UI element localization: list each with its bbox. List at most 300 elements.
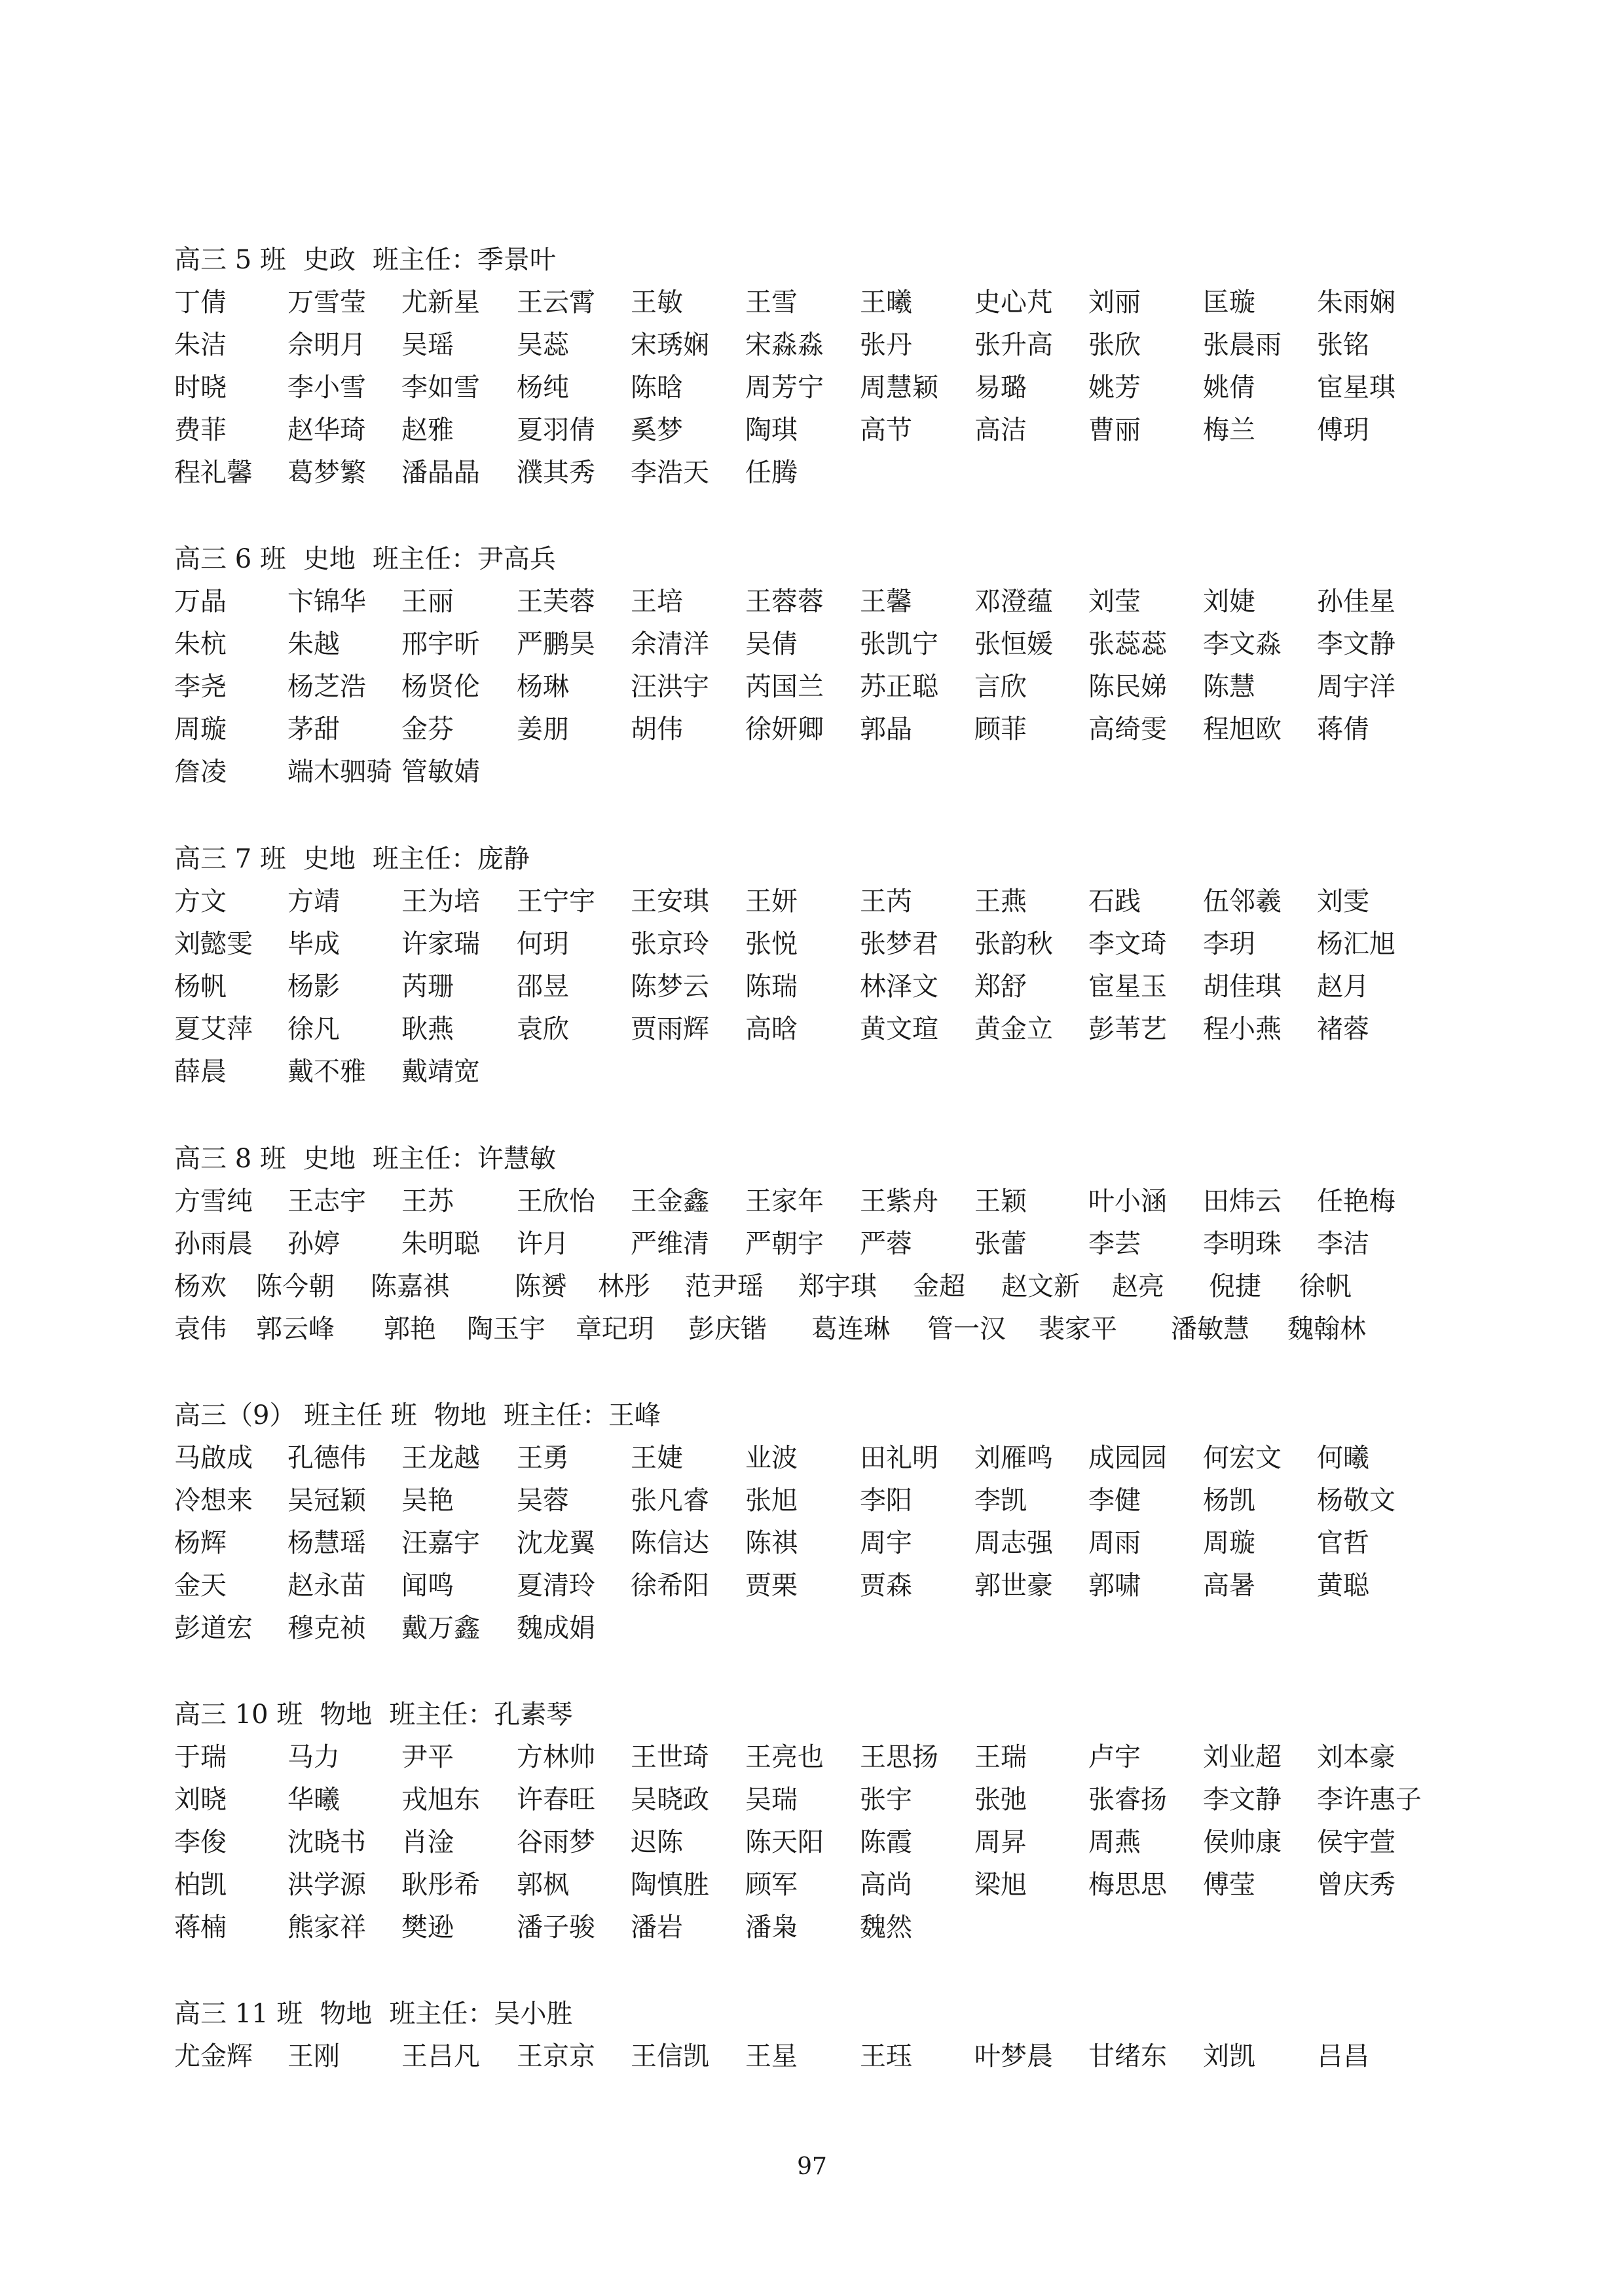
student-name: 杨慧瑶	[287, 1528, 366, 1558]
student-name: 陶玉宇	[467, 1314, 545, 1344]
student-name: 杨纯	[517, 373, 569, 403]
student-name: 成园园	[1088, 1443, 1167, 1473]
student-name: 林彤	[598, 1271, 650, 1302]
name-row	[174, 2035, 1484, 2078]
student-name: 周昇	[974, 1827, 1027, 1857]
student-name: 李文静	[1317, 629, 1395, 659]
student-name: 严朝宇	[745, 1229, 824, 1259]
class-heading	[174, 1138, 1484, 1180]
student-name: 张睿扬	[1088, 1785, 1167, 1815]
name-row	[174, 1051, 1484, 1093]
student-name: 王丽	[401, 587, 454, 617]
student-name: 李如雪	[401, 373, 480, 403]
student-name: 李俊	[174, 1827, 227, 1857]
name-row	[174, 1008, 1484, 1051]
student-name: 章玘玥	[576, 1314, 654, 1344]
student-name: 赵月	[1317, 972, 1369, 1002]
student-name: 高暑	[1203, 1571, 1255, 1601]
student-name: 王世琦	[631, 1742, 709, 1772]
student-name: 张晨雨	[1203, 330, 1282, 360]
student-name: 卢宇	[1088, 1742, 1141, 1772]
student-name: 杨琳	[517, 672, 569, 702]
class-name: 高三 6 班	[174, 544, 286, 574]
student-name: 赵华琦	[287, 415, 366, 445]
student-name: 耿彤希	[401, 1870, 480, 1900]
student-name: 宦星玉	[1088, 972, 1167, 1002]
student-name: 刘丽	[1088, 287, 1141, 318]
student-name: 高绮雯	[1088, 714, 1167, 744]
student-name: 李浩天	[631, 458, 709, 488]
student-name: 张旭	[745, 1485, 798, 1516]
student-name: 王培	[631, 587, 683, 617]
name-row	[174, 923, 1484, 966]
student-name: 傅莹	[1203, 1870, 1255, 1900]
student-name: 贾栗	[745, 1571, 798, 1601]
name-row	[174, 1736, 1484, 1779]
student-name: 端木驷骑	[287, 757, 392, 787]
student-name: 王信凯	[631, 2041, 709, 2071]
student-name: 何曦	[1317, 1443, 1369, 1473]
student-name: 曾庆秀	[1317, 1870, 1395, 1900]
student-name: 黄聪	[1317, 1571, 1369, 1601]
student-name: 李文静	[1203, 1785, 1282, 1815]
student-name: 詹凌	[174, 757, 227, 787]
name-row	[174, 1308, 1484, 1351]
student-name: 彭苇艺	[1088, 1014, 1167, 1044]
name-row	[174, 623, 1484, 666]
student-name: 匡璇	[1203, 287, 1255, 318]
student-name: 贾雨辉	[631, 1014, 709, 1044]
student-name: 魏然	[860, 1912, 912, 1942]
student-name: 史心芃	[974, 287, 1053, 318]
student-name: 李阳	[860, 1485, 912, 1516]
student-name: 周慧颖	[860, 373, 938, 403]
name-row	[174, 324, 1484, 367]
name-row	[174, 282, 1484, 324]
student-name: 张恒媛	[974, 629, 1053, 659]
student-name: 夏艾萍	[174, 1014, 253, 1044]
student-name: 高节	[860, 415, 912, 445]
student-name: 洪学源	[287, 1870, 366, 1900]
student-name: 佘明月	[287, 330, 366, 360]
student-name: 周雨	[1088, 1528, 1141, 1558]
student-name: 吕昌	[1317, 2041, 1369, 2071]
student-name: 王志宇	[287, 1186, 366, 1216]
student-name: 赵雅	[401, 415, 454, 445]
student-name: 刘雯	[1317, 886, 1369, 917]
student-name: 周志强	[974, 1528, 1053, 1558]
student-name: 彭庆锴	[688, 1314, 767, 1344]
student-name: 万晶	[174, 587, 227, 617]
student-name: 戴靖宽	[401, 1057, 480, 1087]
class-teacher: 班主任：尹高兵	[372, 544, 556, 574]
student-name: 周燕	[1088, 1827, 1141, 1857]
student-name: 高尚	[860, 1870, 912, 1900]
student-name: 郭啸	[1088, 1571, 1141, 1601]
student-name: 叶小涵	[1088, 1186, 1167, 1216]
student-name: 林泽文	[860, 972, 938, 1002]
student-name: 耿燕	[401, 1014, 454, 1044]
student-name: 潘敏慧	[1171, 1314, 1249, 1344]
student-name: 王燕	[974, 886, 1027, 917]
student-name: 王云霄	[517, 287, 595, 318]
student-name: 王苏	[401, 1186, 454, 1216]
student-name: 胡佳琪	[1203, 972, 1282, 1002]
student-name: 胡伟	[631, 714, 683, 744]
class-section	[174, 538, 1484, 793]
name-row	[174, 966, 1484, 1008]
class-name: 高三 8 班	[174, 1144, 286, 1174]
class-section	[174, 1694, 1484, 1949]
student-name: 张韵秋	[974, 929, 1053, 959]
student-name: 奚梦	[631, 415, 683, 445]
student-name: 陈信达	[631, 1528, 709, 1558]
student-name: 迟陈	[631, 1827, 683, 1857]
student-name: 郭世豪	[974, 1571, 1053, 1601]
student-name: 王龙越	[401, 1443, 480, 1473]
student-name: 甘绪东	[1088, 2041, 1167, 2071]
student-name: 方雪纯	[174, 1186, 253, 1216]
student-name: 姚芳	[1088, 373, 1141, 403]
student-name: 王宁宇	[517, 886, 595, 917]
student-name: 张悦	[745, 929, 798, 959]
student-name: 李小雪	[287, 373, 366, 403]
name-row	[174, 1266, 1484, 1308]
student-name: 穆克祯	[287, 1613, 366, 1643]
student-name: 陈祺	[745, 1528, 798, 1558]
student-name: 方文	[174, 886, 227, 917]
name-row	[174, 581, 1484, 623]
student-name: 张蕾	[974, 1229, 1027, 1259]
student-name: 程小燕	[1203, 1014, 1282, 1044]
student-name: 许家瑞	[401, 929, 480, 959]
class-teacher: 班主任：季景叶	[372, 245, 556, 275]
student-name: 刘业超	[1203, 1742, 1282, 1772]
class-name: 高三 7 班	[174, 844, 286, 874]
class-section	[174, 838, 1484, 1093]
student-name: 徐帆	[1299, 1271, 1352, 1302]
student-name: 吴冠颖	[287, 1485, 366, 1516]
student-name: 李健	[1088, 1485, 1141, 1516]
student-name: 万雪莹	[287, 287, 366, 318]
student-name: 张凯宁	[860, 629, 938, 659]
student-name: 管一汉	[927, 1314, 1006, 1344]
student-name: 李许惠子	[1317, 1785, 1422, 1815]
student-name: 赵亮	[1112, 1271, 1164, 1302]
student-name: 宋琇娴	[631, 330, 709, 360]
student-name: 蒋倩	[1317, 714, 1369, 744]
student-name: 姚倩	[1203, 373, 1255, 403]
student-name: 王紫舟	[860, 1186, 938, 1216]
student-name: 蒋楠	[174, 1912, 227, 1942]
student-name: 李尧	[174, 672, 227, 702]
class-heading	[174, 538, 1484, 581]
student-name: 陈民娣	[1088, 672, 1167, 702]
student-name: 田炜云	[1203, 1186, 1282, 1216]
student-name: 裴家平	[1039, 1314, 1117, 1344]
student-name: 戴万鑫	[401, 1613, 480, 1643]
student-name: 王敏	[631, 287, 683, 318]
student-name: 吴瑞	[745, 1785, 798, 1815]
student-name: 潘晶晶	[401, 458, 480, 488]
class-teacher: 班主任：吴小胜	[389, 1999, 573, 2029]
class-heading	[174, 838, 1484, 881]
student-name: 王瑞	[974, 1742, 1027, 1772]
student-name: 金天	[174, 1571, 227, 1601]
student-name: 王思扬	[860, 1742, 938, 1772]
name-row	[174, 1180, 1484, 1223]
student-name: 马力	[287, 1742, 340, 1772]
class-section	[174, 239, 1484, 494]
student-name: 李明珠	[1203, 1229, 1282, 1259]
student-name: 费菲	[174, 415, 227, 445]
class-track: 物地	[434, 1400, 487, 1430]
student-name: 严维清	[631, 1229, 709, 1259]
student-name: 王妍	[745, 886, 798, 917]
student-name: 黄金立	[974, 1014, 1053, 1044]
student-name: 王亮也	[745, 1742, 824, 1772]
student-name: 杨欢	[174, 1271, 227, 1302]
student-name: 余清洋	[631, 629, 709, 659]
student-name: 孔德伟	[287, 1443, 366, 1473]
student-name: 张升高	[974, 330, 1053, 360]
student-name: 何宏文	[1203, 1443, 1282, 1473]
student-name: 王芙蓉	[517, 587, 595, 617]
student-name: 傅玥	[1317, 415, 1369, 445]
student-name: 柏凯	[174, 1870, 227, 1900]
student-name: 管敏婧	[401, 757, 480, 787]
class-track: 史地	[303, 544, 356, 574]
student-name: 方林帅	[517, 1742, 595, 1772]
student-name: 郭艳	[384, 1314, 436, 1344]
student-name: 周芳宁	[745, 373, 824, 403]
student-name: 王雪	[745, 287, 798, 318]
student-name: 言欣	[974, 672, 1027, 702]
student-name: 濮其秀	[517, 458, 595, 488]
student-name: 吴蕊	[517, 330, 569, 360]
name-row	[174, 452, 1484, 494]
student-name: 杨敬文	[1317, 1485, 1395, 1516]
student-name: 吴晓政	[631, 1785, 709, 1815]
name-row	[174, 1779, 1484, 1821]
student-name: 王蓉蓉	[745, 587, 824, 617]
student-name: 姜朋	[517, 714, 569, 744]
student-name: 田礼明	[860, 1443, 938, 1473]
student-name: 陶琪	[745, 415, 798, 445]
student-name: 许月	[517, 1229, 569, 1259]
name-row	[174, 666, 1484, 708]
student-name: 邓澄蕴	[974, 587, 1053, 617]
student-name: 褚蓉	[1317, 1014, 1369, 1044]
student-name: 葛连琳	[811, 1314, 890, 1344]
student-name: 王芮	[860, 886, 912, 917]
name-row	[174, 1437, 1484, 1480]
class-track: 史政	[303, 245, 356, 275]
student-name: 毕成	[287, 929, 340, 959]
student-name: 陈晗	[631, 373, 683, 403]
student-name: 杨凯	[1203, 1485, 1255, 1516]
student-name: 王京京	[517, 2041, 595, 2071]
name-row	[174, 1480, 1484, 1522]
class-track: 史地	[303, 844, 356, 874]
student-name: 王婕	[631, 1443, 683, 1473]
student-name: 王金鑫	[631, 1186, 709, 1216]
student-name: 李文琦	[1088, 929, 1167, 959]
student-name: 任艳梅	[1317, 1186, 1395, 1216]
student-name: 张铭	[1317, 330, 1369, 360]
student-name: 袁伟	[174, 1314, 227, 1344]
student-name: 魏翰林	[1287, 1314, 1366, 1344]
class-section	[174, 1993, 1484, 2078]
student-name: 郑舒	[974, 972, 1027, 1002]
student-name: 朱明聪	[401, 1229, 480, 1259]
student-name: 朱杭	[174, 629, 227, 659]
student-name: 张宇	[860, 1785, 912, 1815]
student-name: 许春旺	[517, 1785, 595, 1815]
student-name: 张凡睿	[631, 1485, 709, 1516]
name-row	[174, 367, 1484, 409]
student-name: 杨贤伦	[401, 672, 480, 702]
name-row	[174, 1906, 1484, 1949]
student-name: 侯帅康	[1203, 1827, 1282, 1857]
student-name: 顾菲	[974, 714, 1027, 744]
student-name: 于瑞	[174, 1742, 227, 1772]
name-row	[174, 1565, 1484, 1607]
student-name: 石践	[1088, 886, 1141, 917]
class-name: 高三（9） 班主任 班	[174, 1400, 417, 1430]
student-name: 程礼馨	[174, 458, 253, 488]
student-name: 吴蓉	[517, 1485, 569, 1516]
student-name: 陈霞	[860, 1827, 912, 1857]
student-name: 芮珊	[401, 972, 454, 1002]
student-name: 周宇	[860, 1528, 912, 1558]
student-name: 严蓉	[860, 1229, 912, 1259]
student-name: 周宇洋	[1317, 672, 1395, 702]
class-teacher: 班主任：王峰	[503, 1400, 661, 1430]
student-name: 王曦	[860, 287, 912, 318]
student-name: 易璐	[974, 373, 1027, 403]
student-name: 杨辉	[174, 1528, 227, 1558]
student-name: 戎旭东	[401, 1785, 480, 1815]
student-name: 郭晶	[860, 714, 912, 744]
student-name: 茅甜	[287, 714, 340, 744]
student-name: 徐妍卿	[745, 714, 824, 744]
student-name: 刘凯	[1203, 2041, 1255, 2071]
student-name: 徐希阳	[631, 1571, 709, 1601]
student-name: 李玥	[1203, 929, 1255, 959]
student-name: 朱洁	[174, 330, 227, 360]
student-name: 伍邻羲	[1203, 886, 1282, 917]
student-name: 华曦	[287, 1785, 340, 1815]
student-name: 黄文瑄	[860, 1014, 938, 1044]
student-name: 汪嘉宇	[401, 1528, 480, 1558]
student-name: 李文淼	[1203, 629, 1282, 659]
class-heading	[174, 1694, 1484, 1736]
student-name: 范尹瑶	[685, 1271, 764, 1302]
class-heading	[174, 239, 1484, 282]
student-name: 赵永苗	[287, 1571, 366, 1601]
student-name: 王珏	[860, 2041, 912, 2071]
class-section	[174, 1394, 1484, 1650]
student-name: 潘岩	[631, 1912, 683, 1942]
student-name: 陈瑞	[745, 972, 798, 1002]
student-name: 高洁	[974, 415, 1027, 445]
student-name: 方靖	[287, 886, 340, 917]
student-name: 郑宇琪	[798, 1271, 877, 1302]
class-track: 史地	[303, 1144, 356, 1174]
class-teacher: 班主任：许慧敏	[372, 1144, 556, 1174]
name-row	[174, 1864, 1484, 1906]
student-name: 吴瑶	[401, 330, 454, 360]
student-name: 王星	[745, 2041, 798, 2071]
student-name: 潘枭	[745, 1912, 798, 1942]
student-name: 张欣	[1088, 330, 1141, 360]
class-track: 物地	[320, 1700, 373, 1730]
student-name: 李芸	[1088, 1229, 1141, 1259]
student-name: 贾森	[860, 1571, 912, 1601]
student-name: 李凯	[974, 1485, 1027, 1516]
name-row	[174, 881, 1484, 923]
student-name: 芮国兰	[745, 672, 824, 702]
name-row	[174, 751, 1484, 793]
name-row	[174, 708, 1484, 751]
student-name: 王颖	[974, 1186, 1027, 1216]
class-name: 高三 5 班	[174, 245, 286, 275]
student-name: 刘晓	[174, 1785, 227, 1815]
student-name: 陶慎胜	[631, 1870, 709, 1900]
student-name: 朱越	[287, 629, 340, 659]
student-name: 葛梦繁	[287, 458, 366, 488]
student-name: 彭道宏	[174, 1613, 253, 1643]
student-name: 高晗	[745, 1014, 798, 1044]
student-name: 尤金辉	[174, 2041, 253, 2071]
student-name: 宋淼淼	[745, 330, 824, 360]
student-name: 叶梦晨	[974, 2041, 1053, 2071]
student-name: 杨芝浩	[287, 672, 366, 702]
student-name: 时晓	[174, 373, 227, 403]
student-name: 杨影	[287, 972, 340, 1002]
student-name: 曹丽	[1088, 415, 1141, 445]
student-name: 金超	[913, 1271, 965, 1302]
student-name: 张丹	[860, 330, 912, 360]
student-name: 张弛	[974, 1785, 1027, 1815]
student-name: 朱雨娴	[1317, 287, 1395, 318]
name-row	[174, 1223, 1484, 1266]
class-track: 物地	[320, 1999, 373, 2029]
student-name: 刘本豪	[1317, 1742, 1395, 1772]
student-name: 夏清玲	[517, 1571, 595, 1601]
student-name: 邢宇昕	[401, 629, 480, 659]
student-name: 冷想来	[174, 1485, 253, 1516]
student-name: 宦星琪	[1317, 373, 1395, 403]
student-name: 郭云峰	[256, 1314, 335, 1344]
class-section	[174, 1138, 1484, 1351]
student-name: 刘懿雯	[174, 929, 253, 959]
student-name: 梅思思	[1088, 1870, 1167, 1900]
student-name: 尹平	[401, 1742, 454, 1772]
student-name: 任腾	[745, 458, 798, 488]
student-name: 肖淦	[401, 1827, 454, 1857]
student-name: 魏成娟	[517, 1613, 595, 1643]
name-row	[174, 1607, 1484, 1650]
student-name: 杨汇旭	[1317, 929, 1395, 959]
student-name: 刘婕	[1203, 587, 1255, 617]
student-name: 郭枫	[517, 1870, 569, 1900]
student-name: 孙佳星	[1317, 587, 1395, 617]
student-name: 官哲	[1317, 1528, 1369, 1558]
student-name: 邵昱	[517, 972, 569, 1002]
student-name: 倪捷	[1209, 1271, 1261, 1302]
